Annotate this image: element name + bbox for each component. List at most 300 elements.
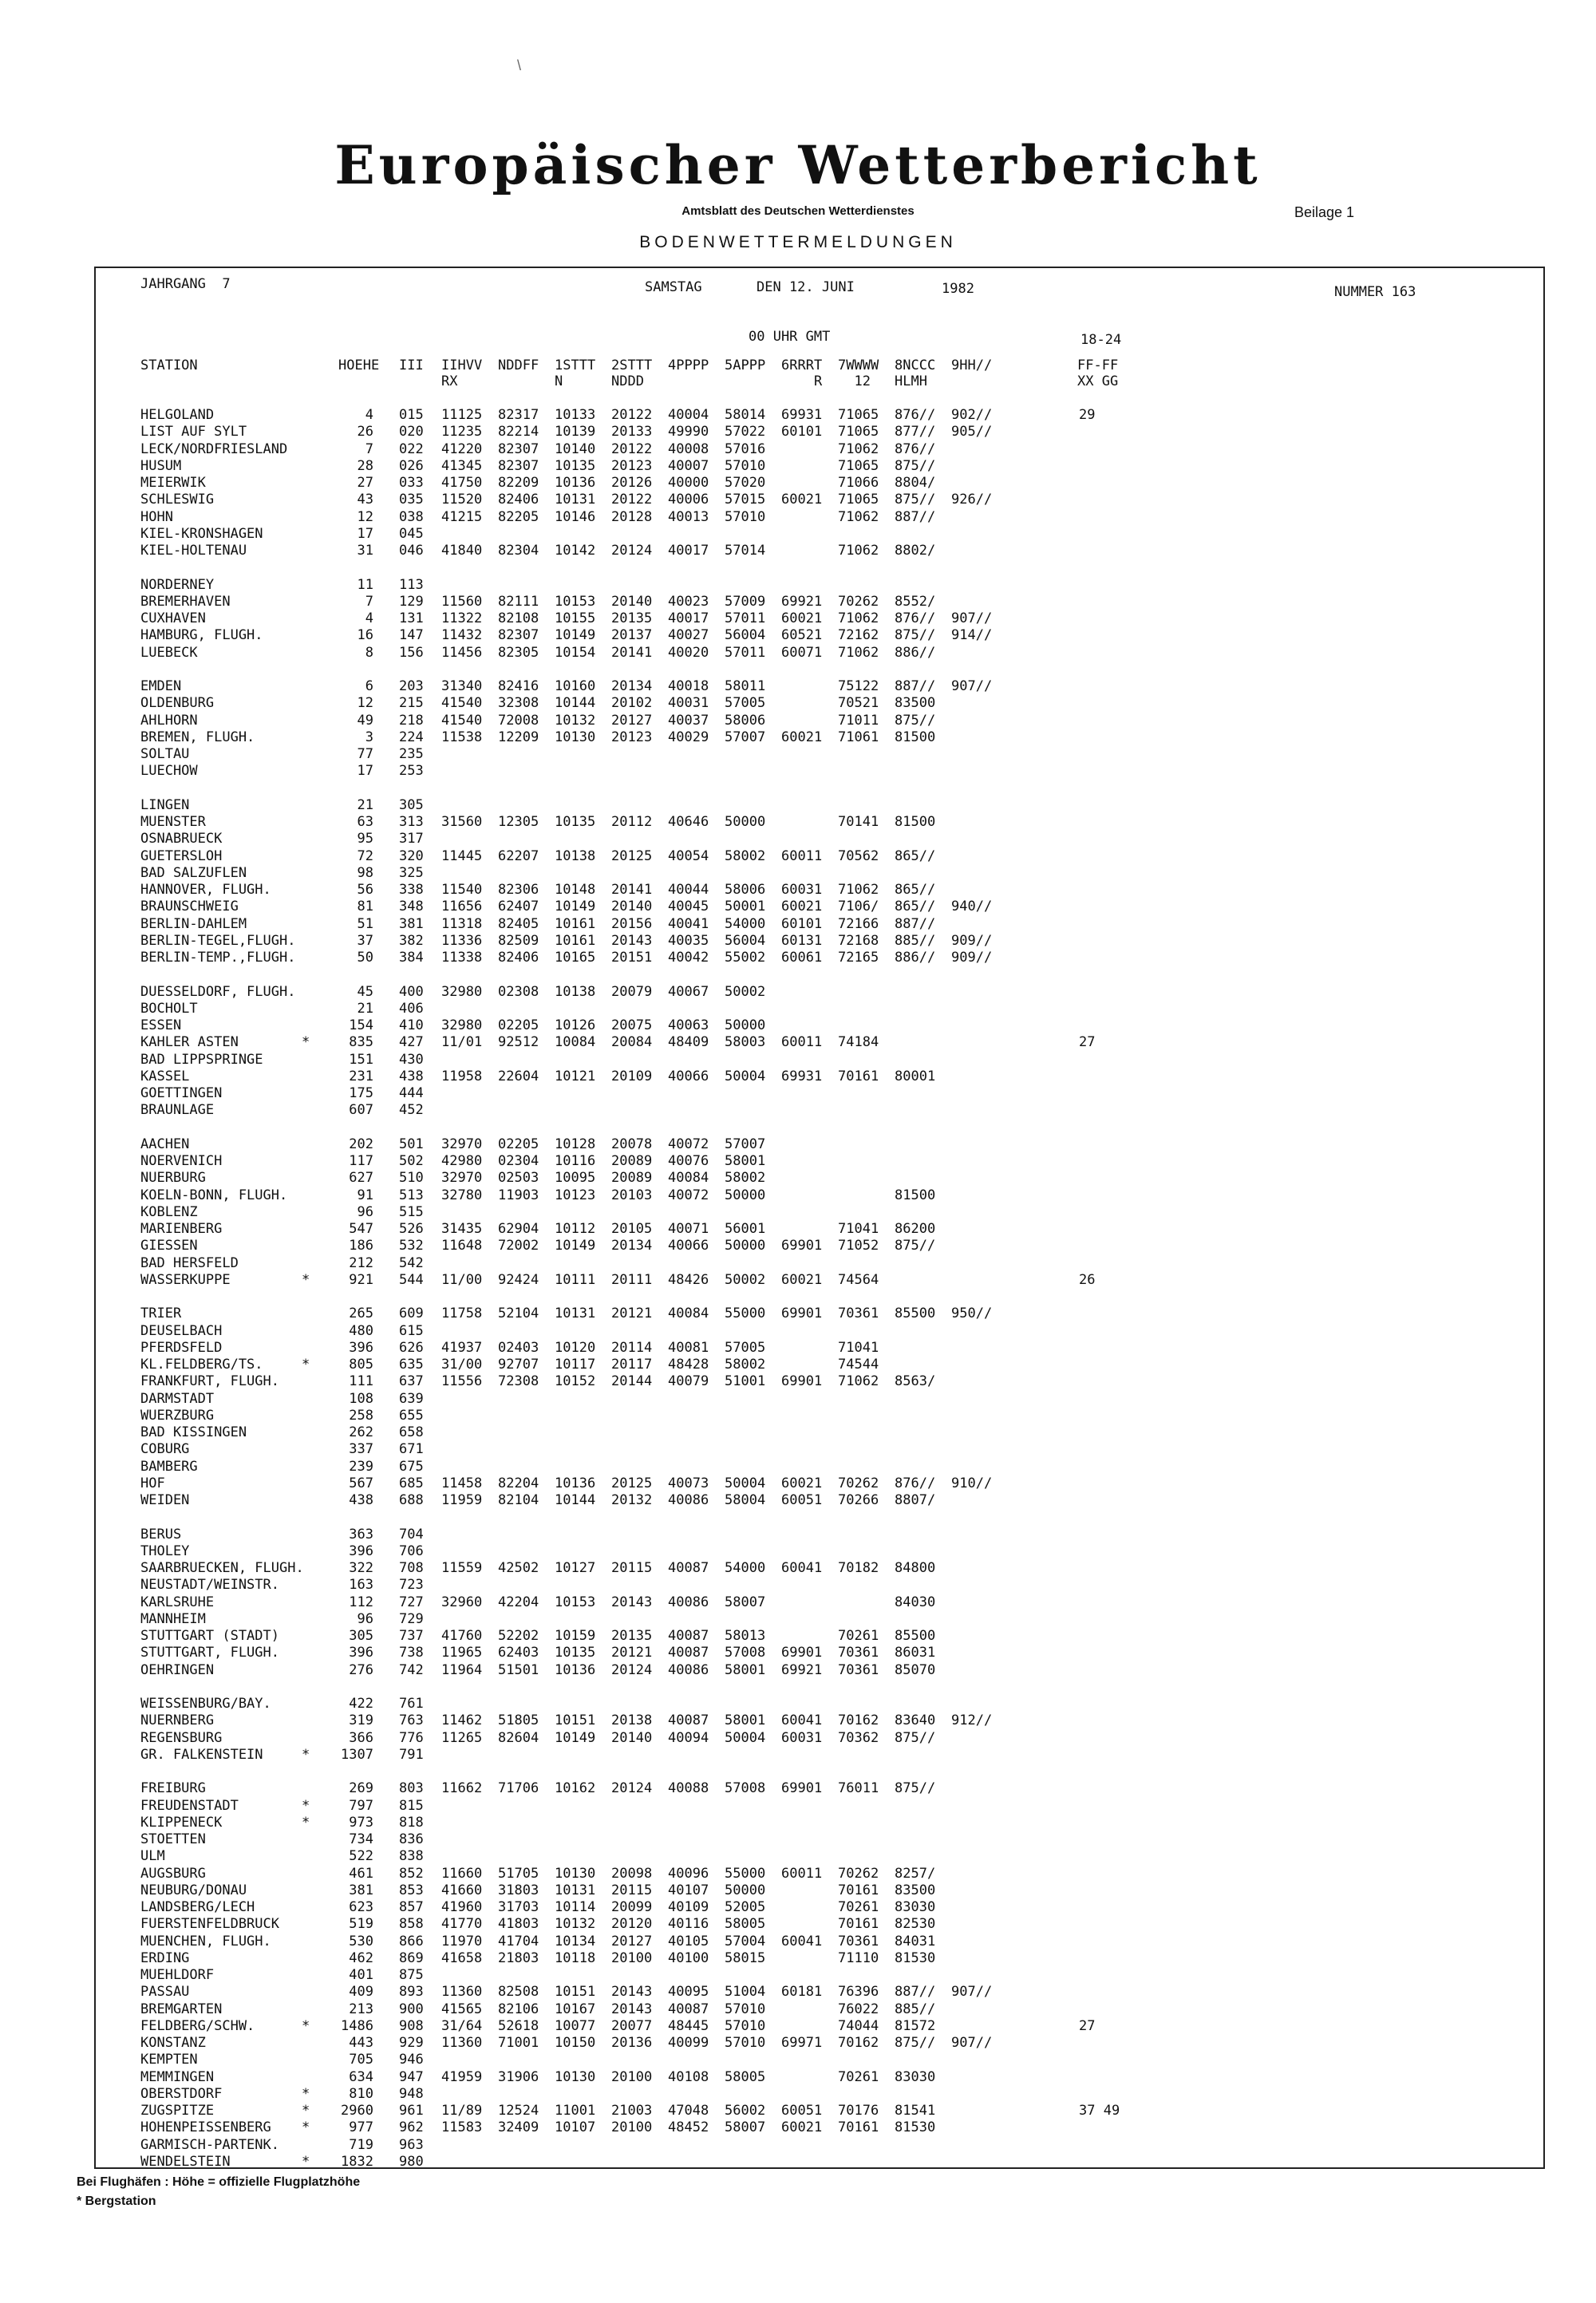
station-number: 818 (399, 1814, 424, 1831)
station-row (140, 577, 1513, 594)
group-g4: 40054 (668, 847, 709, 864)
station-height: 95 (357, 831, 373, 847)
group-nddff: 02503 (498, 1170, 539, 1187)
station-number: 637 (399, 1373, 424, 1390)
group-g4: 40646 (668, 814, 709, 830)
station-height: 276 (349, 1661, 373, 1678)
group-g5: 57007 (725, 729, 766, 745)
group-g7: 74544 (838, 1357, 879, 1373)
group-g5: 57005 (725, 695, 766, 712)
group-nddff: 82307 (498, 440, 539, 457)
group-g9: 912// (951, 1712, 993, 1729)
group-g7: 70161 (838, 2119, 879, 2136)
group-g2: 20100 (611, 2068, 653, 2085)
group-g6: 60021 (781, 729, 823, 745)
station-row (140, 407, 1513, 424)
station-name: GARMISCH-PARTENK. (140, 2136, 279, 2153)
group-g2: 20123 (611, 457, 653, 474)
station-number: 384 (399, 950, 424, 966)
group-g8: 865// (895, 899, 936, 915)
station-number: 513 (399, 1187, 424, 1203)
group-g9: 914// (951, 627, 993, 644)
group-nddff: 31703 (498, 1899, 539, 1915)
group-nddff: 82104 (498, 1492, 539, 1508)
group-iihvv: 41660 (441, 1882, 483, 1898)
station-number: 946 (399, 2052, 424, 2068)
group-nddff: 21803 (498, 1949, 539, 1966)
group-g5: 57020 (725, 475, 766, 491)
station-name: STUTTGART (STADT) (140, 1628, 279, 1644)
station-name: BAD HERSFELD (140, 1254, 239, 1271)
group-g2: 20122 (611, 492, 653, 508)
station-name: BREMERHAVEN (140, 593, 231, 610)
group-nddff: 31803 (498, 1882, 539, 1898)
station-number: 853 (399, 1882, 424, 1898)
group-g5: 58013 (725, 1628, 766, 1644)
group-iihvv: 31340 (441, 678, 483, 694)
column-header-hoehe: HOEHE (338, 357, 380, 373)
group-g5: 58002 (725, 1170, 766, 1187)
group-g7: 70261 (838, 1628, 879, 1644)
station-number: 685 (399, 1475, 424, 1491)
group-g7: 70161 (838, 1882, 879, 1898)
group-g1: 10150 (555, 2035, 596, 2051)
station-height: 835 (349, 1034, 373, 1051)
group-g4: 48428 (668, 1357, 709, 1373)
group-nddff: 92424 (498, 1271, 539, 1288)
group-g8: 8804/ (895, 475, 936, 491)
group-nddff: 82509 (498, 932, 539, 949)
group-g4: 40088 (668, 1780, 709, 1797)
group-nddff: 92512 (498, 1034, 539, 1051)
group-g8: 83500 (895, 695, 936, 712)
group-g1: 10144 (555, 1492, 596, 1508)
group-nddff: 82108 (498, 610, 539, 626)
group-g1: 10126 (555, 1017, 596, 1033)
station-row (140, 1662, 1513, 1679)
group-g2: 21003 (611, 2103, 653, 2119)
group-g4: 48445 (668, 2017, 709, 2034)
group-g6: 69901 (781, 1238, 823, 1254)
group-g8: 8552/ (895, 593, 936, 610)
station-number: 131 (399, 610, 424, 626)
station-number: 410 (399, 1017, 424, 1033)
station-number: 502 (399, 1153, 424, 1169)
station-name: SOLTAU (140, 746, 190, 762)
station-number: 544 (399, 1271, 424, 1288)
station-height: 977 (349, 2119, 373, 2136)
station-number: 532 (399, 1238, 424, 1254)
group-g1: 10077 (555, 2017, 596, 2034)
station-row (140, 2154, 1513, 2171)
group-g2: 20089 (611, 1153, 653, 1169)
group-g1: 10136 (555, 1661, 596, 1678)
station-row (140, 1221, 1513, 1238)
group-g2: 20127 (611, 1933, 653, 1949)
group-g4: 40076 (668, 1153, 709, 1169)
group-g2: 20117 (611, 1357, 653, 1373)
group-iihvv: 11/00 (441, 1271, 483, 1288)
station-row (140, 1153, 1513, 1170)
station-number: 962 (399, 2119, 424, 2136)
station-height: 547 (349, 1221, 373, 1237)
group-g5: 58015 (725, 1949, 766, 1966)
station-height: 202 (349, 1136, 373, 1152)
station-height: 363 (349, 1526, 373, 1543)
station-row (140, 492, 1513, 508)
station-name: HAMBURG, FLUGH. (140, 627, 263, 644)
station-height: 607 (349, 1102, 373, 1119)
group-g6: 60021 (781, 492, 823, 508)
group-g7: 71065 (838, 407, 879, 423)
group-g7: 71011 (838, 712, 879, 729)
station-number: 325 (399, 864, 424, 881)
group-g6: 60021 (781, 610, 823, 626)
group-g2: 20128 (611, 508, 653, 525)
group-g1: 10107 (555, 2119, 596, 2136)
station-row (140, 1696, 1513, 1712)
group-iihvv: 11758 (441, 1306, 483, 1322)
group-nddff: 82305 (498, 644, 539, 661)
group-nddff: 52202 (498, 1628, 539, 1644)
group-iihvv: 32970 (441, 1136, 483, 1152)
station-row (140, 1527, 1513, 1543)
group-g2: 20123 (611, 729, 653, 745)
group-nddff: 02308 (498, 983, 539, 1000)
station-height: 117 (349, 1153, 373, 1169)
group-g5: 57014 (725, 543, 766, 559)
group-g8: 81572 (895, 2017, 936, 2034)
group-g5: 55000 (725, 1865, 766, 1882)
group-g1: 10149 (555, 1238, 596, 1254)
station-height: 705 (349, 2052, 373, 2068)
group-g8: 887// (895, 508, 936, 525)
group-nddff: 82406 (498, 950, 539, 966)
group-iihvv: 42980 (441, 1153, 483, 1169)
station-row (140, 1950, 1513, 1967)
group-iihvv: 41220 (441, 440, 483, 457)
station-name: AUGSBURG (140, 1865, 206, 1882)
group-g9: 907// (951, 678, 993, 694)
station-height: 98 (357, 864, 373, 881)
station-name: GIESSEN (140, 1238, 198, 1254)
group-g7: 70266 (838, 1492, 879, 1508)
group-g5: 52005 (725, 1899, 766, 1915)
group-g6: 60011 (781, 847, 823, 864)
group-g8: 85070 (895, 1661, 936, 1678)
group-g5: 58001 (725, 1661, 766, 1678)
group-g1: 10111 (555, 1271, 596, 1288)
group-g4: 40023 (668, 593, 709, 610)
station-row (140, 1306, 1513, 1322)
group-g7: 70261 (838, 1899, 879, 1915)
group-iihvv: 11125 (441, 407, 483, 423)
station-name: FUERSTENFELDBRUCK (140, 1916, 279, 1933)
group-g6: 69921 (781, 1661, 823, 1678)
group-g6: 60021 (781, 2119, 823, 2136)
station-name: FRANKFURT, FLUGH. (140, 1373, 279, 1390)
station-name: BOCHOLT (140, 1000, 198, 1017)
station-name: KL.FELDBERG/TS. (140, 1357, 263, 1373)
wind-gust: 37 49 (1079, 2103, 1120, 2119)
station-name: HUSUM (140, 457, 182, 474)
station-height: 3 (365, 729, 373, 745)
group-nddff: 51705 (498, 1865, 539, 1882)
station-row (140, 1730, 1513, 1747)
group-g1: 10154 (555, 644, 596, 661)
group-g4: 40072 (668, 1187, 709, 1203)
wind-gust: 27 (1079, 2017, 1096, 2034)
group-g1: 10167 (555, 2001, 596, 2017)
group-iihvv: 11322 (441, 610, 483, 626)
group-g7: 70162 (838, 1712, 879, 1729)
jahrgang: JAHRGANG 7 (140, 276, 231, 292)
group-g7: 71062 (838, 1373, 879, 1390)
station-number: 129 (399, 593, 424, 610)
station-height: 258 (349, 1407, 373, 1424)
column-header-g5: 5APPP (725, 357, 766, 373)
station-row (140, 2137, 1513, 2154)
group-g8: 876// (895, 440, 936, 457)
group-g7: 72165 (838, 950, 879, 966)
group-iihvv: 11965 (441, 1645, 483, 1661)
group-iihvv: 41658 (441, 1949, 483, 1966)
group-g4: 40072 (668, 1136, 709, 1152)
group-g8: 85500 (895, 1306, 936, 1322)
group-iihvv: 31/00 (441, 1357, 483, 1373)
group-nddff: 62207 (498, 847, 539, 864)
group-g1: 10153 (555, 1594, 596, 1610)
group-g1: 10146 (555, 508, 596, 525)
station-number: 035 (399, 492, 424, 508)
group-iihvv: 11360 (441, 1984, 483, 2001)
group-g1: 10130 (555, 729, 596, 745)
station-row (140, 1034, 1513, 1051)
group-g8: 875// (895, 1729, 936, 1746)
station-row (140, 458, 1513, 475)
group-nddff: 12209 (498, 729, 539, 745)
station-height: 17 (357, 763, 373, 780)
station-name: WUERZBURG (140, 1407, 215, 1424)
group-g4: 40079 (668, 1373, 709, 1390)
group-g7: 72162 (838, 627, 879, 644)
group-g2: 20124 (611, 543, 653, 559)
group-g1: 10095 (555, 1170, 596, 1187)
station-height: 27 (357, 475, 373, 491)
station-height: 81 (357, 899, 373, 915)
group-nddff: 82604 (498, 1729, 539, 1746)
mountain-marker: * (302, 1746, 310, 1763)
station-number: 038 (399, 508, 424, 525)
group-g2: 20075 (611, 1017, 653, 1033)
group-nddff: 82307 (498, 457, 539, 474)
station-height: 462 (349, 1949, 373, 1966)
group-iihvv: 41959 (441, 2068, 483, 2085)
station-name: KOBLENZ (140, 1203, 198, 1220)
station-height: 1486 (341, 2017, 373, 2034)
group-g2: 20122 (611, 440, 653, 457)
station-height: 734 (349, 1831, 373, 1847)
group-nddff: 82405 (498, 915, 539, 932)
group-g2: 20111 (611, 1271, 653, 1288)
group-g5: 57010 (725, 508, 766, 525)
station-name: DARMSTADT (140, 1390, 215, 1407)
station-name: LECK/NORDFRIESLAND (140, 440, 288, 457)
group-g7: 71065 (838, 492, 879, 508)
group-g4: 40084 (668, 1170, 709, 1187)
station-row (140, 1052, 1513, 1069)
group-g5: 51001 (725, 1373, 766, 1390)
group-g6: 69901 (781, 1780, 823, 1797)
station-row (140, 2103, 1513, 2119)
station-number: 253 (399, 763, 424, 780)
group-g5: 57010 (725, 457, 766, 474)
station-name: BAMBERG (140, 1458, 198, 1475)
group-g7: 71061 (838, 729, 879, 745)
group-g6: 60041 (781, 1712, 823, 1729)
station-row (140, 882, 1513, 899)
group-g5: 55000 (725, 1306, 766, 1322)
weekday: SAMSTAG (645, 279, 702, 295)
station-name: GUETERSLOH (140, 847, 223, 864)
station-number: 046 (399, 543, 424, 559)
group-g5: 57008 (725, 1645, 766, 1661)
station-height: 461 (349, 1865, 373, 1882)
group-iihvv: 41215 (441, 508, 483, 525)
group-g7: 70362 (838, 1729, 879, 1746)
station-name: WEIDEN (140, 1492, 190, 1508)
station-row (140, 1408, 1513, 1424)
group-g8: 81530 (895, 2119, 936, 2136)
station-height: 409 (349, 1984, 373, 2001)
group-g5: 57016 (725, 440, 766, 457)
station-number: 147 (399, 627, 424, 644)
group-nddff: 82209 (498, 475, 539, 491)
station-number: 313 (399, 814, 424, 830)
group-g2: 20135 (611, 610, 653, 626)
group-g8: 875// (895, 1238, 936, 1254)
group-g1: 10131 (555, 1306, 596, 1322)
group-g7: 70161 (838, 1068, 879, 1084)
station-name: WEISSENBURG/BAY. (140, 1696, 271, 1712)
group-iihvv: 11235 (441, 424, 483, 440)
station-name: HOHENPEISSENBERG (140, 2119, 271, 2136)
station-name: MANNHEIM (140, 1610, 206, 1627)
group-g4: 40066 (668, 1238, 709, 1254)
group-g4: 40107 (668, 1882, 709, 1898)
group-g5: 57004 (725, 1933, 766, 1949)
station-number: 020 (399, 424, 424, 440)
station-height: 797 (349, 1797, 373, 1814)
station-number: 338 (399, 882, 424, 898)
group-g6: 60101 (781, 424, 823, 440)
station-row (140, 1136, 1513, 1153)
section-title: BODENWETTERMELDUNGEN (639, 233, 957, 251)
group-g6: 69921 (781, 593, 823, 610)
station-row (140, 984, 1513, 1001)
station-number: 655 (399, 1407, 424, 1424)
station-row (140, 1594, 1513, 1611)
group-g8: 865// (895, 847, 936, 864)
group-g2: 20134 (611, 1238, 653, 1254)
station-name: FREIBURG (140, 1780, 206, 1797)
group-g9: 909// (951, 932, 993, 949)
station-number: 045 (399, 525, 424, 542)
group-g4: 40017 (668, 610, 709, 626)
group-g1: 10118 (555, 1949, 596, 1966)
group-g9: 902// (951, 407, 993, 423)
group-g2: 20121 (611, 1645, 653, 1661)
group-iihvv: 41937 (441, 1339, 483, 1356)
group-g9: 907// (951, 610, 993, 626)
wind-gust: 29 (1079, 407, 1096, 423)
station-row (140, 713, 1513, 729)
group-iihvv: 41540 (441, 712, 483, 729)
group-g6: 69901 (781, 1373, 823, 1390)
group-g5: 57010 (725, 2035, 766, 2051)
group-g1: 10121 (555, 1068, 596, 1084)
group-g6: 60521 (781, 627, 823, 644)
group-iihvv: 11432 (441, 627, 483, 644)
group-g5: 57015 (725, 492, 766, 508)
group-g1: 10142 (555, 543, 596, 559)
group-g1: 10127 (555, 1560, 596, 1576)
station-name: BERLIN-DAHLEM (140, 915, 247, 932)
group-g5: 57010 (725, 2017, 766, 2034)
group-g4: 40031 (668, 695, 709, 712)
station-number: 382 (399, 932, 424, 949)
column-header-iii: III (399, 357, 424, 373)
group-g4: 40087 (668, 1645, 709, 1661)
station-height: 7 (365, 440, 373, 457)
group-g4: 40037 (668, 712, 709, 729)
group-nddff: 82416 (498, 678, 539, 694)
column-header-iihvv: IIHVV RX (441, 357, 483, 389)
group-g8: 886// (895, 950, 936, 966)
group-g2: 20089 (611, 1170, 653, 1187)
group-g2: 20103 (611, 1187, 653, 1203)
station-number: 615 (399, 1322, 424, 1339)
group-iihvv: 41345 (441, 457, 483, 474)
station-row (140, 1866, 1513, 1882)
group-iihvv: 31/64 (441, 2017, 483, 2034)
group-g5: 57005 (725, 1339, 766, 1356)
station-number: 430 (399, 1051, 424, 1068)
station-number: 737 (399, 1628, 424, 1644)
group-g4: 40081 (668, 1339, 709, 1356)
group-g1: 10162 (555, 1780, 596, 1797)
group-g5: 56001 (725, 1221, 766, 1237)
station-height: 4 (365, 610, 373, 626)
station-row (140, 610, 1513, 627)
group-g8: 86200 (895, 1221, 936, 1237)
station-row (140, 831, 1513, 847)
group-iihvv: 31435 (441, 1221, 483, 1237)
station-number: 838 (399, 1848, 424, 1865)
group-g6: 69901 (781, 1645, 823, 1661)
group-g1: 10152 (555, 1373, 596, 1390)
station-number: 908 (399, 2017, 424, 2034)
group-g4: 40008 (668, 440, 709, 457)
station-height: 396 (349, 1645, 373, 1661)
station-number: 706 (399, 1543, 424, 1559)
group-g8: 83640 (895, 1712, 936, 1729)
group-g8: 81530 (895, 1949, 936, 1966)
group-iihvv: 32980 (441, 983, 483, 1000)
group-g5: 50000 (725, 1017, 766, 1033)
group-g8: 875// (895, 712, 936, 729)
group-g1: 10144 (555, 695, 596, 712)
